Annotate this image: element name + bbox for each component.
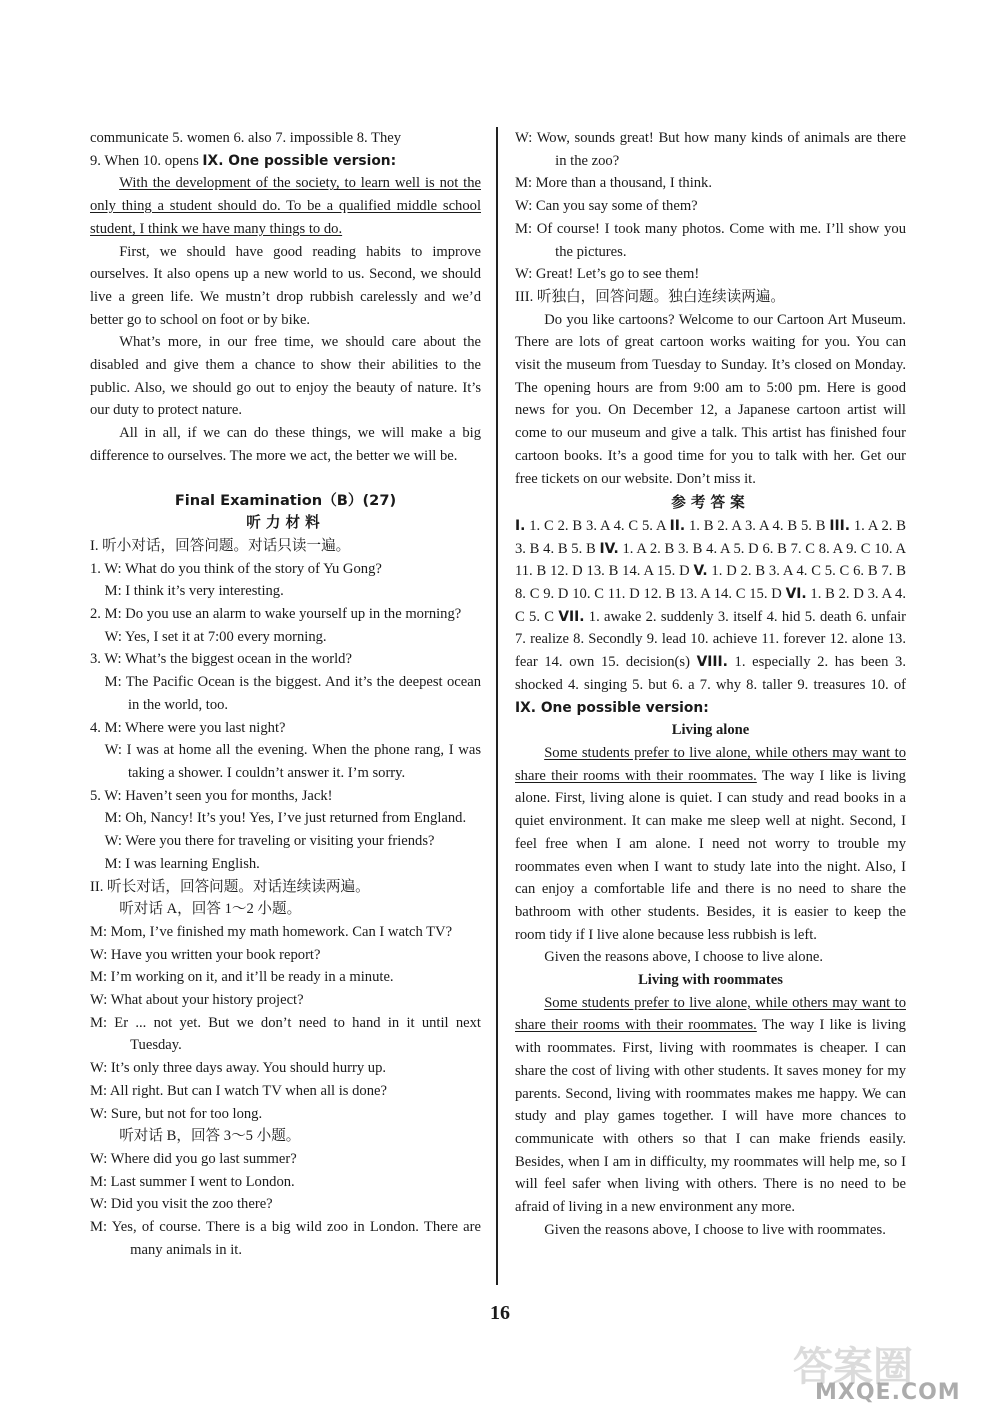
- left-column: [90, 127, 481, 1261]
- answer-section-label: VII.: [558, 608, 585, 625]
- dialogue-line: 1. W: What do you think of the story of Yu Gong?: [90, 560, 382, 577]
- dialogue-line: M: Of course! I took many photos. Come with me. I’ll show you the pictures.: [515, 220, 906, 260]
- answer-line: [90, 150, 481, 173]
- dialogue-line: M: The Pacific Ocean is the biggest. And it’s the deepest ocean in the world, too.: [104, 674, 481, 713]
- dialogue-line: M: Oh, Nancy! It’s you! Yes, I’ve just returned from England.: [104, 810, 467, 827]
- dialogue-line: 2. M: Do you use an alarm to wake yourself up in the morning?: [90, 606, 462, 623]
- dialogue-line: 4. M: Where were you last night?: [90, 719, 286, 736]
- essay-paragraph: [515, 992, 906, 1219]
- answers-title: 参考答案: [671, 495, 750, 512]
- section-heading: I. 听小对话，回答问题。对话只读一遍。: [90, 537, 351, 554]
- essay-conclusion: Given the reasons above, I choose to live with roommates.: [544, 1221, 886, 1238]
- dialogue-b: [90, 1148, 481, 1262]
- dialogue-a: [90, 921, 481, 1125]
- dialogue-line: M: I’m working on it, and it’ll be ready in a minute.: [90, 969, 394, 986]
- essay-conclusion: Given the reasons above, I choose to live alone.: [544, 949, 824, 966]
- sub-heading: 听对话 B，回答 3～5 小题。: [119, 1128, 301, 1145]
- dialogue-line: M: Yes, of course. There is a big wild zoo in London. There are many animals in it.: [90, 1219, 481, 1258]
- answer-section-label: I.: [515, 517, 526, 534]
- section-label: IX. One possible version:: [202, 152, 397, 169]
- dialogue-line: W: Were you there for traveling or visiting your friends?: [104, 833, 435, 850]
- answer-section-label: V.: [693, 563, 708, 580]
- dialogue-line: 5. W: Haven’t seen you for months, Jack!: [90, 787, 333, 804]
- dialogue-line: M: More than a thousand, I think.: [515, 175, 712, 192]
- sub-heading: 听对话 A，回答 1～2 小题。: [119, 901, 302, 918]
- dialogue-line: W: Have you written your book report?: [90, 946, 321, 963]
- dialogue-line: M: I think it’s very interesting.: [104, 583, 284, 600]
- essay-title: Living alone: [671, 722, 750, 739]
- essay-intro: With the development of the society, to learn well is not the only thing a student should do. To be a qualified middle school student, I think we have many things to do.: [90, 175, 481, 237]
- monologue: Do you like cartoons? Welcome to our Cartoon Art Museum. There are lots of great cartoon works waiting for you. You can visit the museum from Tuesday to Sunday. It’s closed on Monday. The opening hours are from 9:00 am to 5:00 pm. Here is good news for you. On December 12, a Japanese cartoon artist will come to our museum and give a talk. This artist has finished four cartoon books. It’s a good time for you to talk with her. Get our free tickets on our website. Don’t miss it.: [515, 311, 906, 487]
- essay-intro: Some students prefer to live alone, while others may want to share their rooms with their roommates.: [515, 994, 906, 1034]
- essay-paragraph: First, we should have good reading habits to improve ourselves. It also opens up a new world to us. Second, we should live a green life. We mustn’t drop rubbish carelessly and we’d better go to school on foot or by bike.: [90, 243, 481, 328]
- essay-body: The way I like is living with roommates. First, living with roommates is cheaper. I can share the cost of living with other students. It saves money for my parents. Second, living with roommates makes me happy. We can study and play games together. I will have more chances to communicate with others so that I can make friends easily. Besides, when I am in difficulty, my roommates will help me, so I will feel safer when living with others. There is no need to be afraid of living in a new environment any more.: [515, 1017, 906, 1216]
- answer-line: communicate 5. women 6. also 7. impossible 8. They: [90, 130, 402, 146]
- dialogue-line: W: What about your history project?: [90, 992, 304, 1009]
- essay-paragraph: [515, 742, 906, 946]
- listening-title: 听力材料: [246, 515, 325, 532]
- dialogue-line: W: It’s only three days away. You should hurry up.: [90, 1060, 387, 1077]
- essay-paragraph: What’s more, in our free time, we should care about the disabled and give them a chance to show their abilities to the public. Also, we should go out to enjoy the beauty of nature. It’s our duty to protect nature.: [90, 334, 481, 419]
- dialogue-line: M: All right. But can I watch TV when all is done?: [90, 1082, 387, 1099]
- dialogue-line: M: I was learning English.: [104, 855, 260, 872]
- section-label: IX. One possible version:: [515, 699, 709, 716]
- section-heading: III. 听独白，回答问题。独白连续读两遍。: [515, 288, 785, 305]
- dialogue-line: 3. W: What’s the biggest ocean in the world?: [90, 651, 352, 668]
- dialogue-line: M: Mom, I’ve finished my math homework. Can I watch TV?: [90, 923, 453, 940]
- dialogue-line: W: Yes, I set it at 7:00 every morning.: [104, 628, 327, 645]
- dialogue-b-continued: [515, 127, 906, 286]
- section-heading: II. 听长对话，回答问题。对话连续读两遍。: [90, 878, 370, 895]
- exam-title: Final Examination（B）(27): [174, 491, 397, 509]
- dialogue-line: W: Great! Let’s go to see them!: [515, 266, 700, 283]
- dialogue-line: M: Last summer I went to London.: [90, 1173, 295, 1190]
- answer-section-label: III.: [829, 517, 851, 534]
- answer-section-label: VI.: [785, 586, 807, 603]
- page-number: 16: [490, 1302, 510, 1324]
- essay-intro: Some students prefer to live alone, while others may want to share their rooms with their roommates.: [515, 744, 906, 784]
- answer-values: 1. A 2. B 3. B 4. A 5. D 6. B 7. C 8. A 9. C 10. A 11. B 12. D 13. B 14. A 15. D: [515, 540, 906, 580]
- dialogue-line: W: Sure, but not for too long.: [90, 1105, 263, 1122]
- watermark-logo-text: 答案圈: [793, 1344, 913, 1390]
- answer-section-label: VIII.: [696, 654, 728, 671]
- answer-values: 1. awake 2. suddenly 3. itself 4. hid 5. death 6. unfair 7. realize 8. Secondly 9. lead 10. achieve 11. forever 12. alone 13. fear 14. own 15. decision(s): [515, 608, 906, 671]
- watermark-url: MXQE.COM: [815, 1380, 961, 1405]
- right-column: [515, 127, 906, 1241]
- dialogue-line: M: Er ... not yet. But we don’t need to hand in it until next Tuesday.: [90, 1014, 481, 1054]
- dialogue-line: W: Wow, sounds great! But how many kinds of animals are there in the zoo?: [515, 130, 906, 169]
- answer-values: 1. D 2. B 3. A 4. C 5. C 6. B 7. B 8. C 9. D 10. C 11. D 12. B 13. A 14. C 15. D: [515, 563, 906, 603]
- answer-key: [515, 515, 906, 719]
- dialogue-line: W: Where did you go last summer?: [90, 1150, 297, 1167]
- answer-section-label: II.: [669, 517, 686, 534]
- answer-section-label: IV.: [599, 540, 619, 557]
- dialogue-line: W: Can you say some of them?: [515, 198, 698, 215]
- column-divider: [496, 127, 498, 1285]
- essay-body: The way I like is living alone. First, living alone is quiet. I can study and read books in a quiet environment. It can make me sleep well at night. Second, I feel free when I am alone. I need not worry to trouble my roommates even when I want to study late into the night. Also, I can enjoy a comfortable life and there is no need to share the bathroom with other students. Besides, it is easier to keep the room tidy if I live alone because less rubbish is left.: [515, 767, 906, 943]
- answer-values: 1. B 2. A 3. A 4. B 5. B: [685, 517, 830, 534]
- short-dialogues: [90, 558, 481, 876]
- answer-values: 1. A 2. B 3. B 4. B 5. B: [515, 517, 907, 557]
- answer-values: 1. C 2. B 3. A 4. C 5. A: [525, 517, 670, 534]
- essay-title: Living with roommates: [638, 972, 783, 989]
- answer-values: 1. B 2. D 3. A 4. C 5. C: [515, 586, 906, 625]
- dialogue-line: W: Did you visit the zoo there?: [90, 1196, 273, 1213]
- answer-values: 1. especially 2. has been 3. shocked 4. singing 5. but 6. a 7. why 8. taller 9. treasures 10. of: [515, 654, 906, 693]
- answer-text: 9. When 10. opens: [90, 152, 203, 169]
- essay-paragraph: All in all, if we can do these things, we will make a big difference to ourselves. The more we act, the better we will be.: [90, 425, 481, 464]
- dialogue-line: W: I was at home all the evening. When the phone rang, I was taking a shower. I couldn’t answer it. I’m sorry.: [104, 742, 481, 781]
